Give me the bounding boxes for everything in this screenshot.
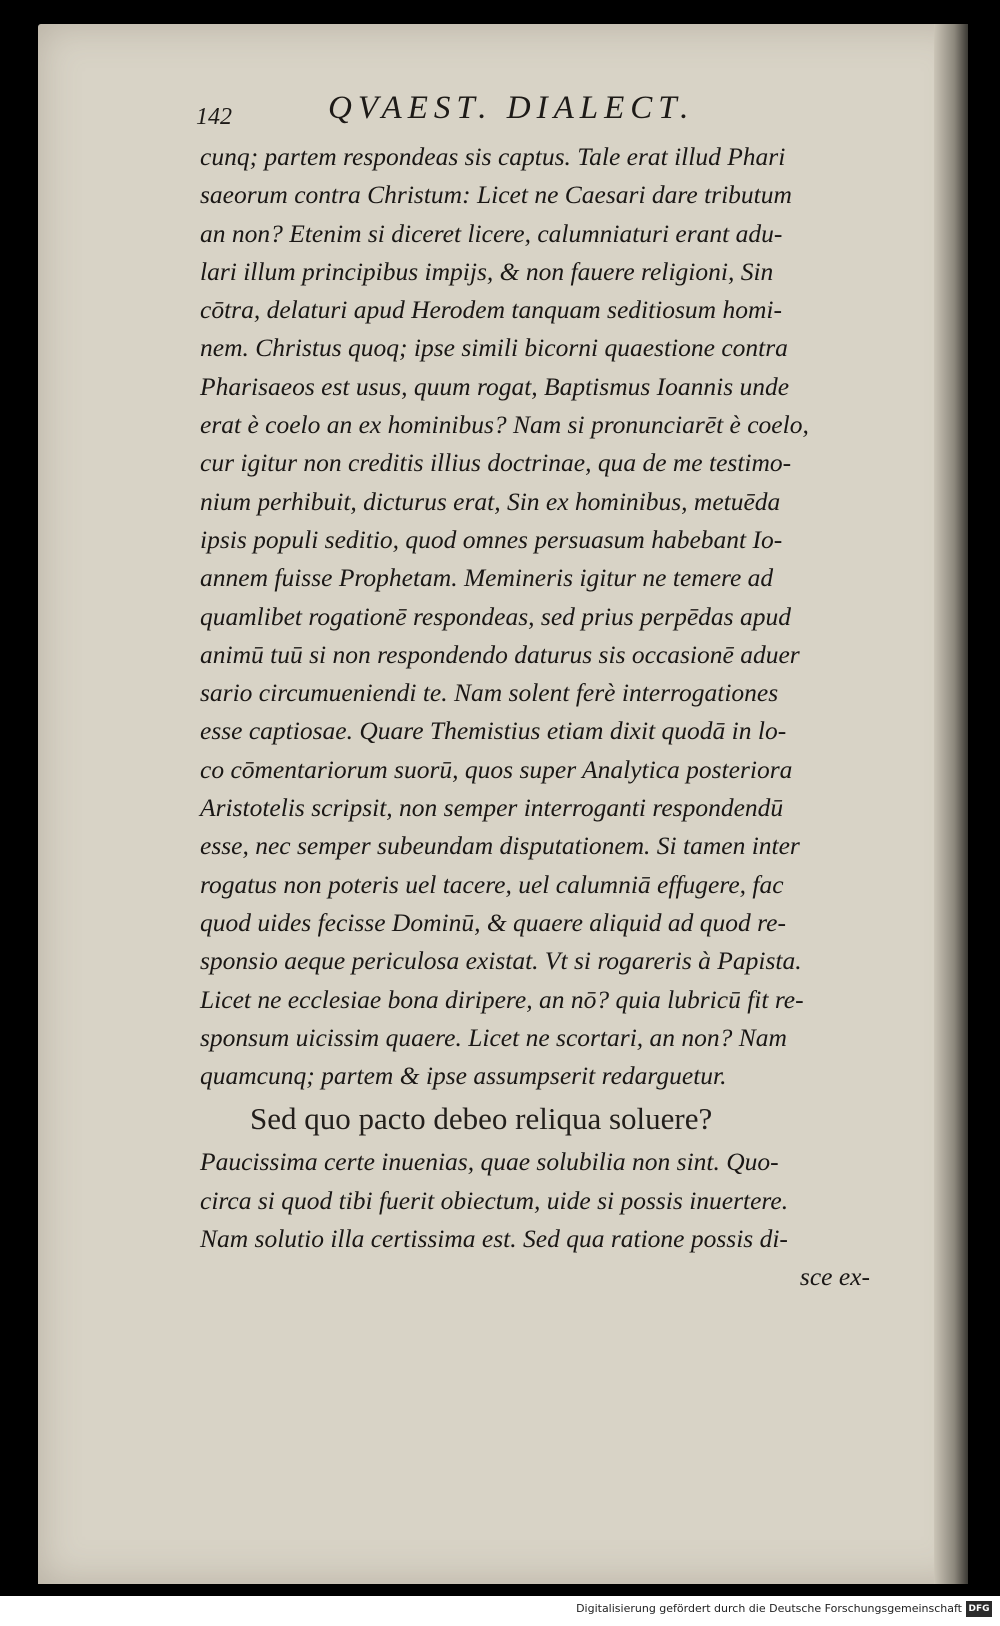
page-gutter-edge bbox=[934, 24, 968, 1584]
text-line: cunq; partem respondeas sis captus. Tale erat illud Phari bbox=[200, 142, 786, 171]
text-line: quamlibet rogationē respondeas, sed prius perpēdas apud bbox=[200, 601, 791, 631]
text-line: sponsio aeque periculosa existat. Vt si rogareris à Papista. bbox=[200, 946, 802, 976]
text-line: quamcunq; partem & ipse assumpserit redarguetur. bbox=[200, 1061, 727, 1091]
text-line: cur igitur non creditis illius doctrinae, qua de me testimo- bbox=[200, 448, 792, 478]
text-line: saeorum contra Christum: Licet ne Caesari dare tributum bbox=[200, 180, 792, 210]
dfg-logo-icon: DFG bbox=[966, 1601, 992, 1617]
text-line: an non? Etenim si diceret licere, calumniaturi erant adu- bbox=[200, 218, 783, 248]
text-line: ipsis populi seditio, quod omnes persuasum habebant Io- bbox=[200, 524, 783, 554]
text-line: Aristotelis scripsit, non semper interroganti respondendū bbox=[200, 793, 784, 823]
text-line: sponsum uicissim quaere. Licet ne scortari, an non? Nam bbox=[200, 1022, 787, 1052]
main-text bbox=[200, 138, 890, 1297]
text-line: animū tuū si non respondendo daturus sis occasionē aduer bbox=[200, 639, 800, 669]
text-line: quod uides fecisse Dominū, & quaere aliquid ad quod re- bbox=[200, 907, 786, 937]
running-title: QVAEST. DIALECT. bbox=[328, 90, 695, 126]
text-line: sario circumueniendi te. Nam solent ferè interrogationes bbox=[200, 678, 779, 708]
page-number: 142 bbox=[196, 104, 232, 130]
text-line: co cōmentariorum suorū, quos super Analytica posteriora bbox=[200, 754, 793, 784]
question-heading: Sed quo pacto debeo reliqua soluere? bbox=[250, 1101, 713, 1137]
page-header bbox=[196, 82, 836, 132]
text-line: nem. Christus quoq; ipse simili bicorni quaestione contra bbox=[200, 333, 788, 363]
funding-credit: Digitalisierung gefördert durch die Deutsche Forschungsgemeinschaft bbox=[576, 1602, 962, 1615]
text-line: Licet ne ecclesiae bona diripere, an nō? quia lubricū fit re- bbox=[200, 984, 804, 1014]
text-line: esse, nec semper subeundam disputationem. Si tamen inter bbox=[200, 831, 800, 861]
text-line: lari illum principibus impijs, & non fauere religioni, Sin bbox=[200, 256, 774, 286]
text-line: Paucissima certe inuenias, quae solubilia non sint. Quo- bbox=[200, 1147, 779, 1177]
footer-bar bbox=[0, 1596, 1000, 1626]
text-line: cōtra, delaturi apud Herodem tanquam seditiosum homi- bbox=[200, 295, 782, 325]
text-line: circa si quod tibi fuerit obiectum, uide si possis inuertere. bbox=[200, 1185, 789, 1215]
text-line: erat è coelo an ex hominibus? Nam si pronunciarēt è coelo, bbox=[200, 410, 809, 440]
text-line: Pharisaeos est usus, quum rogat, Baptismus Ioannis unde bbox=[200, 371, 790, 401]
text-line: Nam solutio illa certissima est. Sed qua ratione possis di- bbox=[200, 1224, 788, 1254]
text-line: esse captiosae. Quare Themistius etiam dixit quodā in lo- bbox=[200, 716, 787, 746]
text-line: rogatus non poteris uel tacere, uel calumniā effugere, fac bbox=[200, 869, 784, 899]
text-line: annem fuisse Prophetam. Memineris igitur ne temere ad bbox=[200, 563, 774, 593]
text-line: nium perhibuit, dicturus erat, Sin ex hominibus, metuēda bbox=[200, 486, 781, 516]
catchword: sce ex- bbox=[799, 1262, 870, 1292]
